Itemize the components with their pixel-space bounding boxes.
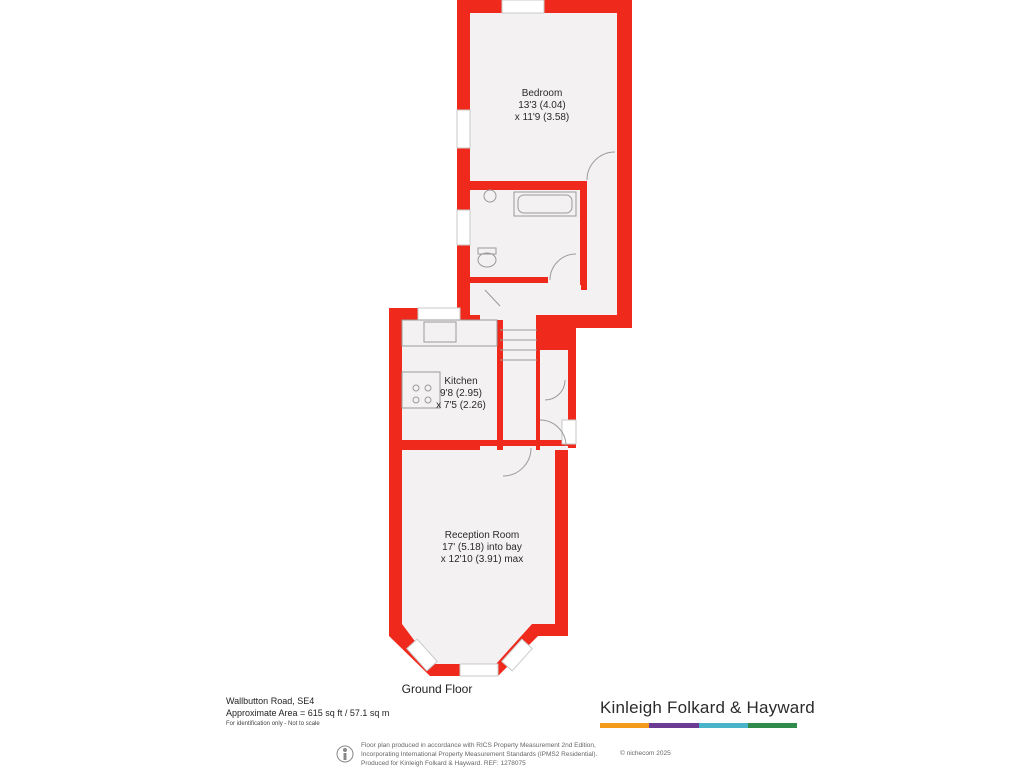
footer-line-3: Produced for Kinleigh Folkard & Hayward. REF: 1278075 — [361, 760, 526, 767]
floor-areas — [402, 13, 617, 664]
kitchen-dim2: x 7'5 (2.26) — [436, 400, 486, 411]
floor-label: Ground Floor — [401, 682, 473, 696]
property-note: For identification only - Not to scale — [226, 721, 320, 727]
property-area: Approximate Area = 615 sq ft / 57.1 sq m — [226, 708, 390, 718]
brand-bar-purple — [649, 723, 698, 728]
footer-line-1: Floor plan produced in accordance with RICS Property Measurement 2nd Edition, — [361, 742, 596, 749]
brand-bar-green — [748, 723, 797, 728]
brand-bar-teal — [699, 723, 748, 728]
footer-text — [361, 741, 621, 768]
bedroom-dim2: x 11'9 (3.58) — [514, 112, 570, 123]
bedroom-left-window — [457, 110, 470, 148]
bathroom-left-window — [457, 210, 470, 245]
brand-color-bars — [600, 723, 797, 728]
measurement-standard-icon — [336, 743, 354, 765]
front-door-gap — [562, 420, 576, 444]
reception-name: Reception Room — [444, 530, 520, 541]
reception-dim1: 17' (5.18) into bay — [442, 542, 522, 553]
kitchen-name: Kitchen — [444, 376, 478, 387]
bedroom-dim1: 13'3 (4.04) — [518, 100, 566, 111]
brand-bar-orange — [600, 723, 649, 728]
property-info — [226, 695, 389, 729]
kitchen-dim1: 9'8 (2.95) — [440, 388, 482, 399]
kitchen-top-window — [418, 308, 460, 320]
bedroom-name: Bedroom — [521, 88, 563, 99]
copyright: © nichecom 2025 — [620, 750, 671, 757]
bedroom-top-window — [502, 0, 544, 13]
footer-line-2: Incorporating International Property Measurement Standards (IPMS2 Residential). — [361, 751, 598, 758]
bay-window-center — [460, 664, 498, 676]
brand-name: Kinleigh Folkard & Hayward — [600, 698, 815, 717]
bathroom-floor — [470, 190, 580, 285]
property-address: Wallbutton Road, SE4 — [226, 696, 315, 706]
reception-dim2: x 12'10 (3.91) max — [440, 554, 524, 565]
